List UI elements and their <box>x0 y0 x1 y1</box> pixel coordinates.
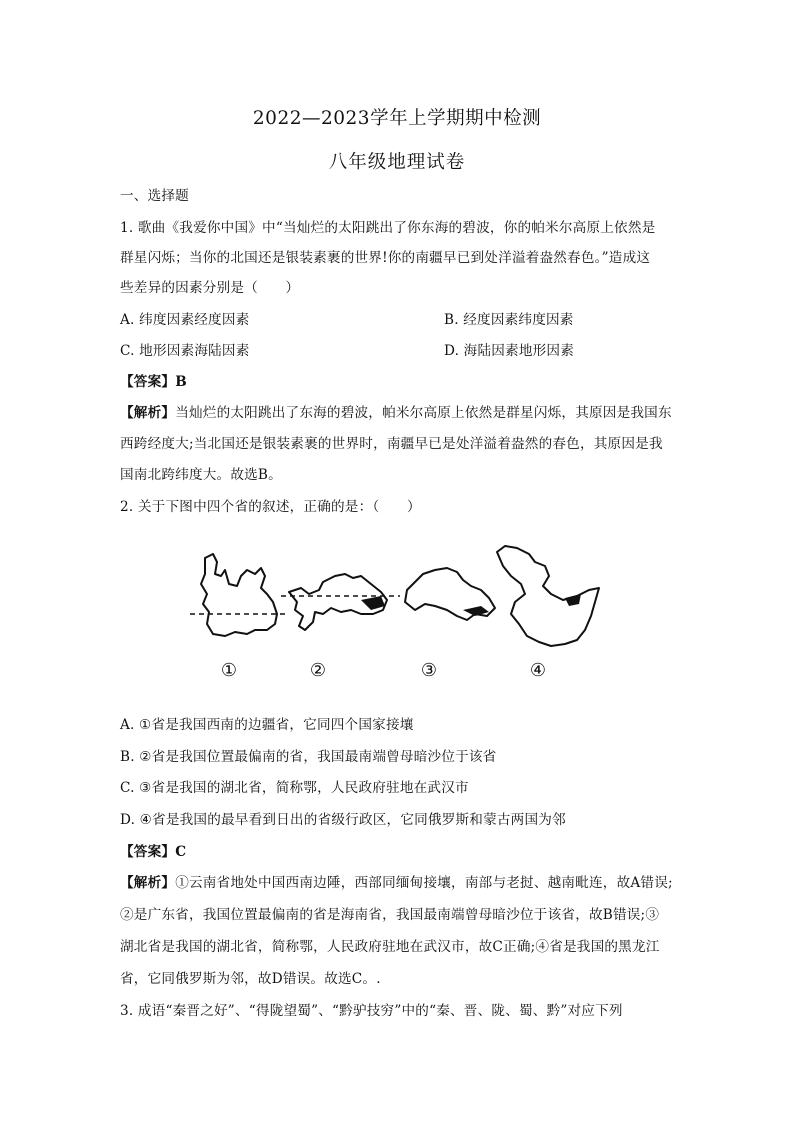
section-heading: 一、选择题 <box>120 188 189 204</box>
q1-analysis-line-3: 国南北跨纬度大。故选B。 <box>120 467 282 483</box>
q1-option-a: A. 纬度因素经度因素 <box>120 312 250 328</box>
q1-stem-line-1: 1. 歌曲《我爱你中国》中“当灿烂的太阳跳出了你东海的碧波，你的帕米尔高原上依然是 <box>120 220 656 236</box>
answer-value: C <box>175 844 187 860</box>
q2-option-b: B. ②省是我国位置最偏南的省，我国最南端曾母暗沙位于该省 <box>120 749 497 765</box>
coast-shading-4 <box>565 594 581 606</box>
q2-analysis-line-4: 省，它同俄罗斯为邻，故D错误。故选C。. <box>120 971 381 987</box>
q2-analysis-line-1 <box>120 873 680 893</box>
coast-shading-2 <box>361 596 385 610</box>
answer-label: 【答案】 <box>120 844 176 860</box>
q1-option-c: C. 地形因素海陆因素 <box>120 343 250 359</box>
q1-analysis-line-1 <box>120 403 680 423</box>
answer-value: B <box>175 374 187 390</box>
analysis-text: ①云南省地处中国西南边陲，西部同缅甸接壤，南部与老挝、越南毗连，故A错误; <box>175 875 673 891</box>
q2-analysis-line-2: ②是广东省，我国位置最偏南的省是海南省，我国最南端曾母暗沙位于该省，故B错误;③ <box>120 907 660 923</box>
q2-stem: 2. 关于下图中四个省的叙述，正确的是：（ ） <box>120 499 421 515</box>
q3-stem: 3. 成语“秦晋之好”、“得陇望蜀”、“黔驴技穷”中的“秦、晋、陇、蜀、黔”对应下列 <box>120 1003 623 1019</box>
q2-analysis-line-3: 湖北省是我国的湖北省，简称鄂，人民政府驻地在武汉市，故C正确;④省是我国的黑龙江 <box>120 939 660 955</box>
q1-answer <box>120 372 680 392</box>
analysis-label: 【解析】 <box>120 875 176 891</box>
figure-label-3: ③ <box>420 660 438 681</box>
q1-stem-line-3: 些差异的因素分别是（ ） <box>120 280 300 296</box>
province-4-outline <box>497 546 599 646</box>
q2-answer <box>120 842 680 862</box>
figure-label-2: ② <box>309 660 327 681</box>
q2-option-d: D. ④省是我国的最早看到日出的省级行政区，它同俄罗斯和蒙古两国为邻 <box>120 812 566 828</box>
q2-option-a: A. ①省是我国西南的边疆省，它同四个国家接壤 <box>120 717 414 733</box>
analysis-text: 当灿烂的太阳跳出了东海的碧波，帕米尔高原上依然是群星闪烁，其原因是我国东 <box>175 405 672 421</box>
province-outlines-svg <box>185 540 615 685</box>
figure-label-1: ① <box>220 660 238 681</box>
q2-option-c: C. ③省是我国的湖北省，简称鄂，人民政府驻地在武汉市 <box>120 780 469 796</box>
figure-label-4: ④ <box>529 660 547 681</box>
q1-analysis-line-2: 西跨经度大;当北国还是银装素裹的世界时，南疆早已是处洋溢着盎然的春色，其原因是我 <box>120 436 663 452</box>
province-1-outline <box>201 554 277 636</box>
exam-subtitle: 八年级地理试卷 <box>328 152 466 173</box>
q1-option-b: B. 经度因素纬度因素 <box>444 312 574 328</box>
province-outline-figure <box>185 540 615 685</box>
answer-label: 【答案】 <box>120 374 176 390</box>
analysis-label: 【解析】 <box>120 405 176 421</box>
q1-option-d: D. 海陆因素地形因素 <box>444 343 575 359</box>
exam-title: 2022—2023学年上学期期中检测 <box>252 108 542 129</box>
q1-stem-line-2: 群星闪烁；当你的北国还是银装素裹的世界!你的南疆早已到处洋溢着盎然春色。”造成这 <box>120 250 651 266</box>
coast-shading-3 <box>463 606 489 616</box>
